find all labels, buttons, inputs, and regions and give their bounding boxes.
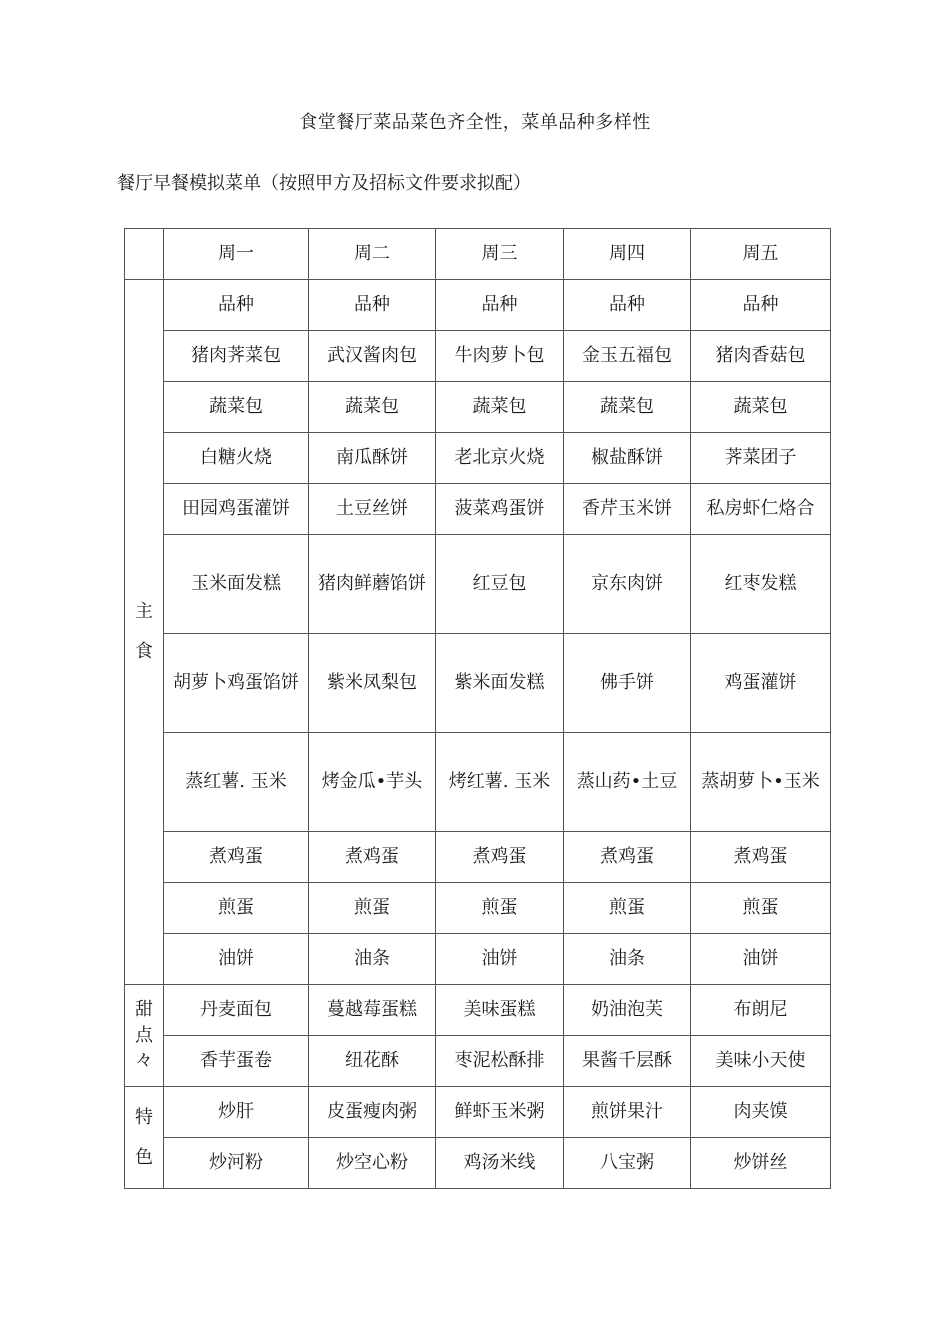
dish-cell: 煮鸡蛋 [691,832,831,883]
dish-cell: 煮鸡蛋 [309,832,436,883]
dish-cell: 京东肉饼 [564,535,691,634]
dish-cell: 蔓越莓蛋糕 [309,985,436,1036]
category-staple [125,280,164,985]
dish-cell: 烤金瓜•芋头 [309,733,436,832]
menu-row [125,535,831,634]
dish-cell: 煎饼果汁 [564,1087,691,1138]
dish-cell: 紫米凤梨包 [309,634,436,733]
dish-cell: 南瓜酥饼 [309,433,436,484]
dish-cell: 香芋蛋卷 [164,1036,309,1087]
menu-row [125,484,831,535]
dish-cell: 蔬菜包 [164,382,309,433]
day-header: 周一 [164,229,309,280]
dish-cell: 牛肉萝卜包 [436,331,564,382]
dish-cell: 蔬菜包 [309,382,436,433]
dish-cell: 丹麦面包 [164,985,309,1036]
dish-cell: 油饼 [691,934,831,985]
menu-row [125,934,831,985]
dish-cell: 蒸山药•土豆 [564,733,691,832]
dish-cell: 蔬菜包 [564,382,691,433]
dish-cell: 猪肉鲜蘑馅饼 [309,535,436,634]
menu-subtitle: 餐厅早餐模拟菜单（按照甲方及招标文件要求拟配） [117,173,531,194]
breakfast-menu-table [124,228,831,1189]
menu-row [125,733,831,832]
dish-cell: 荠菜团子 [691,433,831,484]
dish-cell: 私房虾仁烙合 [691,484,831,535]
dish-cell: 蔬菜包 [436,382,564,433]
dish-cell: 武汉酱肉包 [309,331,436,382]
dish-cell: 奶油泡芙 [564,985,691,1036]
document-title: 食堂餐厅菜品菜色齐全性，菜单品种多样性 [299,112,651,133]
dish-cell: 紫米面发糕 [436,634,564,733]
dish-cell: 皮蛋瘦肉粥 [309,1087,436,1138]
category-char: 主 [135,601,153,623]
day-header: 周五 [691,229,831,280]
dish-cell: 油饼 [436,934,564,985]
dish-cell: 煮鸡蛋 [564,832,691,883]
dish-cell: 布朗尼 [691,985,831,1036]
dish-cell: 烤红薯. 玉米 [436,733,564,832]
dish-cell: 油条 [309,934,436,985]
dish-cell: 炒肝 [164,1087,309,1138]
menu-row [125,832,831,883]
dish-cell: 土豆丝饼 [309,484,436,535]
dish-cell: 品种 [691,280,831,331]
dish-cell: 炒河粉 [164,1138,309,1189]
corner-cell [125,229,164,280]
menu-row [125,280,831,331]
dish-cell: 煎蛋 [691,883,831,934]
dish-cell: 鸡蛋灌饼 [691,634,831,733]
dish-cell: 品种 [309,280,436,331]
dish-cell: 煮鸡蛋 [164,832,309,883]
dish-cell: 蒸胡萝卜•玉米 [691,733,831,832]
dish-cell: 蔬菜包 [691,382,831,433]
category-char: 特 [135,1106,153,1128]
category-label [135,1000,153,1071]
dish-cell: 鲜虾玉米粥 [436,1087,564,1138]
dish-cell: 胡萝卜鸡蛋馅饼 [164,634,309,733]
dish-cell: 品种 [436,280,564,331]
header-row [125,229,831,280]
dish-cell: 煎蛋 [164,883,309,934]
dish-cell: 品种 [564,280,691,331]
dish-cell: 油条 [564,934,691,985]
dish-cell: 香芹玉米饼 [564,484,691,535]
dish-cell: 老北京火烧 [436,433,564,484]
dish-cell: 鸡汤米线 [436,1138,564,1189]
dish-cell: 菠菜鸡蛋饼 [436,484,564,535]
day-header: 周四 [564,229,691,280]
dish-cell: 美味蛋糕 [436,985,564,1036]
category-special [125,1087,164,1189]
dish-cell: 煮鸡蛋 [436,832,564,883]
dish-cell: 玉米面发糕 [164,535,309,634]
dish-cell: 炒空心粉 [309,1138,436,1189]
menu-row [125,1138,831,1189]
dish-cell: 煎蛋 [436,883,564,934]
dish-cell: 煎蛋 [309,883,436,934]
dish-cell: 椒盐酥饼 [564,433,691,484]
menu-row [125,634,831,733]
category-dessert [125,985,164,1087]
menu-row [125,883,831,934]
menu-row [125,433,831,484]
menu-row [125,985,831,1036]
menu-body [125,229,831,1189]
category-char: 点 [135,1024,153,1046]
dish-cell: 田园鸡蛋灌饼 [164,484,309,535]
dish-cell: 纽花酥 [309,1036,436,1087]
category-char: 々 [135,1050,153,1072]
category-char: 食 [135,641,153,662]
category-char: 色 [135,1146,153,1168]
menu-row [125,1087,831,1138]
dish-cell: 炒饼丝 [691,1138,831,1189]
day-header: 周三 [436,229,564,280]
dish-cell: 煎蛋 [564,883,691,934]
day-header: 周二 [309,229,436,280]
dish-cell: 果酱千层酥 [564,1036,691,1087]
menu-row [125,331,831,382]
dish-cell: 红枣发糕 [691,535,831,634]
dish-cell: 猪肉香菇包 [691,331,831,382]
dish-cell: 白糖火烧 [164,433,309,484]
dish-cell: 猪肉荠菜包 [164,331,309,382]
dish-cell: 枣泥松酥排 [436,1036,564,1087]
category-char: 甜 [135,998,153,1020]
menu-row [125,382,831,433]
menu-row [125,1036,831,1087]
dish-cell: 金玉五福包 [564,331,691,382]
dish-cell: 红豆包 [436,535,564,634]
dish-cell: 佛手饼 [564,634,691,733]
dish-cell: 八宝粥 [564,1138,691,1189]
category-label [135,602,153,662]
dish-cell: 油饼 [164,934,309,985]
dish-cell: 美味小天使 [691,1036,831,1087]
category-label [135,1108,153,1168]
dish-cell: 蒸红薯. 玉米 [164,733,309,832]
dish-cell: 肉夹馍 [691,1087,831,1138]
dish-cell: 品种 [164,280,309,331]
